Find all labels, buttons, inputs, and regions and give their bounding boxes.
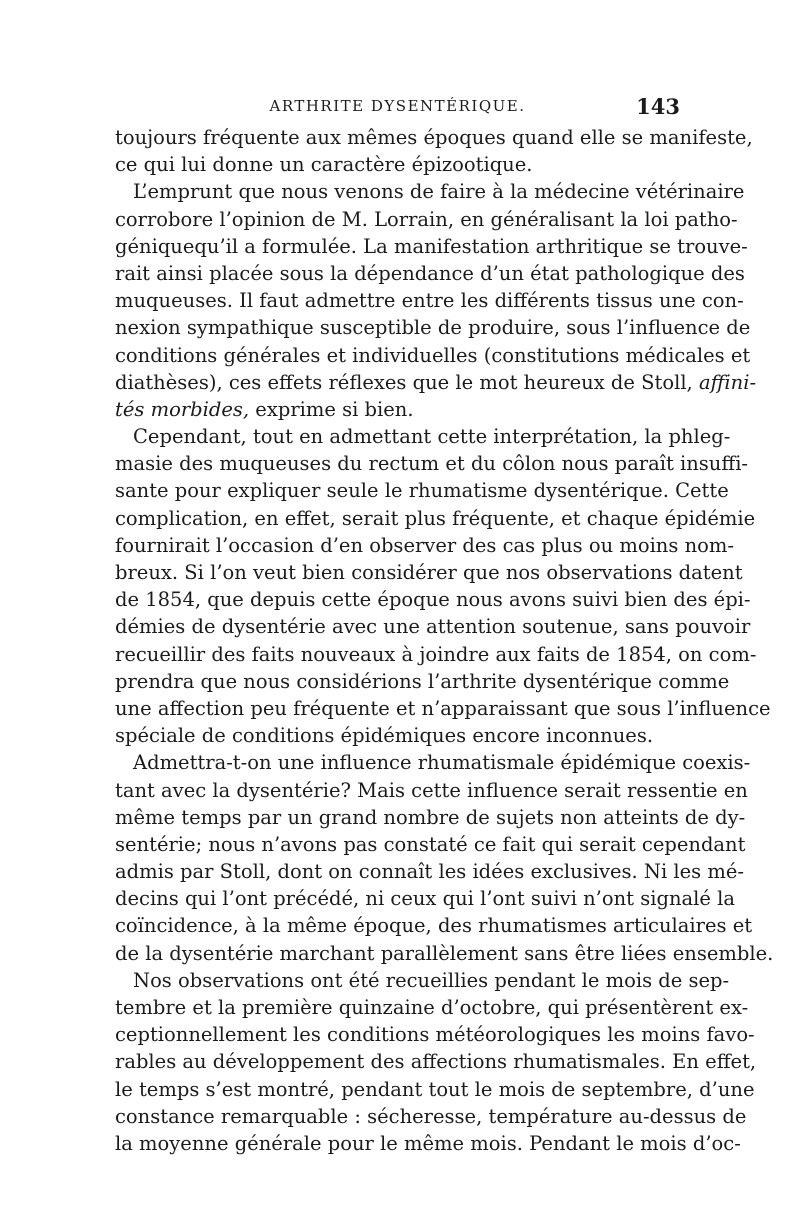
text-line: tant avec la dysentérie? Mais cette influence serait ressentie en: [115, 778, 748, 802]
text-line: complication, en effet, serait plus fréquente, et chaque épidémie: [115, 506, 756, 530]
text-line: coïncidence, à la même époque, des rhumatismes articulaires et: [115, 914, 753, 938]
text-segment: exprime si bien.: [255, 397, 414, 421]
text-line: ceptionnellement les conditions météorologiques les moins favo-: [115, 1023, 755, 1047]
paragraph-start-line: Nos observations ont été recueillies pendant le mois de sep-: [133, 968, 730, 992]
text-line: masie des muqueuses du rectum et du côlon nous paraît insuffi-: [115, 452, 749, 476]
text-line: toujours fréquente aux mêmes époques quand elle se manifeste,: [115, 126, 753, 149]
text-line: sante pour expliquer seule le rhumatisme dysentérique. Cette: [115, 479, 729, 503]
text-line: même temps par un grand nombre de sujets non atteints de dy-: [115, 805, 746, 829]
text-line: corrobore l’opinion de M. Lorrain, en généralisant la loi patho-: [115, 207, 738, 231]
text-line: rait ainsi placée sous la dépendance d’un état pathologique des: [115, 261, 745, 285]
text-line: le temps s’est montré, pendant tout le mois de septembre, d’une: [115, 1077, 755, 1101]
text-line: decins qui l’ont précédé, ni ceux qui l’ont suivi n’ont signalé la: [115, 887, 735, 911]
page-number: 143: [636, 94, 680, 119]
text-line: rables au développement des affections rhumatismales. En effet,: [115, 1050, 757, 1074]
text-line: [115, 369, 757, 396]
text-line: ce qui lui donne un caractère épizootique.: [115, 153, 533, 177]
paragraph-start-line: L’emprunt que nous venons de faire à la médecine vétérinaire: [133, 180, 745, 204]
italic-phrase: affini-: [698, 370, 757, 394]
text-line: géniquequ’il a formulée. La manifestation arthritique se trouve-: [115, 234, 748, 258]
text-line: sentérie; nous n’avons pas constaté ce fait qui serait cependant: [115, 832, 746, 856]
text-line: breux. Si l’on veut bien considérer que nos observations datent: [115, 561, 743, 584]
text-segment: diathèses), ces effets réflexes que le mot heureux de Stoll,: [115, 370, 693, 394]
running-head: [115, 94, 680, 121]
paragraph-start-line: Admettra-t-on une influence rhumatismale épidémique coexis-: [133, 751, 751, 775]
text-line: [115, 396, 687, 423]
body-text: [115, 124, 774, 1157]
text-line: prendra que nous considérions l’arthrite dysentérique comme: [115, 669, 730, 693]
text-line: une affection peu fréquente et n’apparaissant que sous l’influence: [115, 696, 771, 720]
text-line: admis par Stoll, dont on connaît les idées exclusives. Ni les mé-: [115, 860, 745, 884]
italic-phrase: tés morbides,: [115, 397, 250, 421]
text-line: muqueuses. Il faut admettre entre les différents tissus une con-: [115, 289, 744, 313]
text-line: nexion sympathique susceptible de produire, sous l’influence de: [115, 316, 751, 340]
paragraph-start-line: Cependant, tout en admettant cette interprétation, la phleg-: [133, 425, 731, 449]
text-line: conditions générales et individuelles (constitutions médicales et: [115, 343, 751, 367]
text-line: tembre et la première quinzaine d’octobre, qui présentèrent ex-: [115, 996, 749, 1019]
running-title: ARTHRITE DYSENTÉRIQUE.: [269, 97, 526, 115]
text-line: spéciale de conditions épidémiques encore inconnues.: [115, 724, 654, 748]
text-line: recueillir des faits nouveaux à joindre aux faits de 1854, on com-: [115, 642, 757, 666]
text-line: de la dysentérie marchant parallèlement sans être liées ensemble.: [115, 941, 774, 965]
text-line: fournirait l’occasion d’en observer des cas plus ou moins nom-: [115, 533, 734, 557]
text-line: de 1854, que depuis cette époque nous avons suivi bien des épi-: [115, 588, 751, 612]
text-line: constance remarquable : sécheresse, température au-dessus de: [115, 1104, 747, 1128]
text-line: démies de dysentérie avec une attention soutenue, sans pouvoir: [115, 615, 751, 639]
text-line: la moyenne générale pour le même mois. Pendant le mois d’oc-: [115, 1131, 741, 1155]
